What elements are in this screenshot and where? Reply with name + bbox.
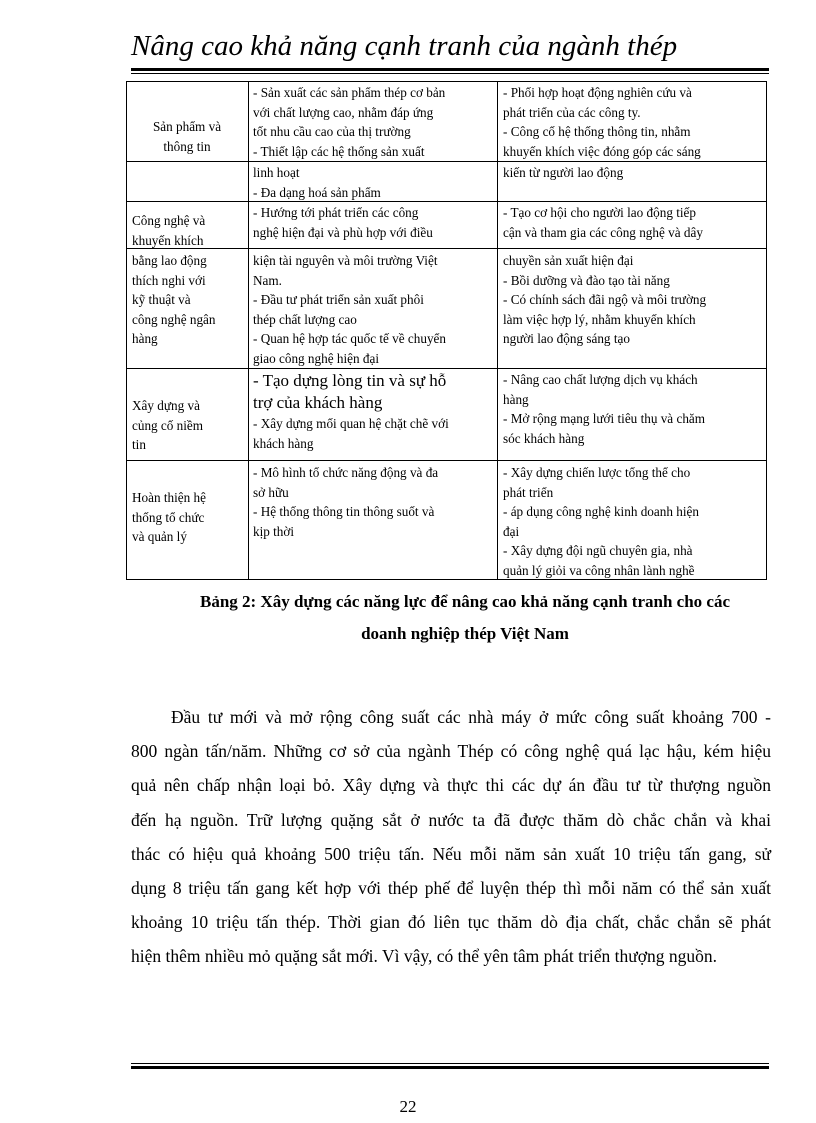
table-row-divider xyxy=(126,161,767,162)
page-header-title: Nâng cao khả năng cạnh tranh của ngành thép xyxy=(131,30,678,62)
table-cell-measures: kiện tài nguyên và môi trường Việt Nam. - Đầu tư phát triển sản xuất phôi thép chất lượng cao - Quan hệ hợp tác quốc tế về chuyển giao công nghệ hiện đại xyxy=(253,253,446,366)
table-cell-category: Sản phẩm và thông tin xyxy=(152,119,222,154)
page-number: 22 xyxy=(399,1097,417,1116)
table-border-top xyxy=(126,81,767,82)
table-cell-category: bằng lao động thích nghi với kỹ thuật và công nghệ ngân hàng xyxy=(132,253,216,346)
table-caption-line-2: doanh nghiệp thép Việt Nam xyxy=(361,624,569,643)
table-cell-measures: - Hướng tới phát triển các công nghệ hiện đại và phù hợp với điều xyxy=(253,205,433,240)
table-cell-actions: - Nâng cao chất lượng dịch vụ khách hàng - Mở rộng mạng lưới tiêu thụ và chăm sóc khách hàng xyxy=(503,372,706,446)
table-border-left xyxy=(126,81,127,580)
table-caption-line-1: Bảng 2: Xây dựng các năng lực để nâng cao khả năng cạnh tranh cho các xyxy=(200,592,730,611)
table-cell-actions: chuyền sản xuất hiện đại - Bồi dưỡng và đào tạo tài năng - Có chính sách đãi ngộ và môi trường làm việc hợp lý, nhằm khuyến khích người lao động sáng tạo xyxy=(503,253,707,346)
table-border-col1 xyxy=(248,81,249,580)
table-cell-actions: kiến từ người lao động xyxy=(503,165,624,180)
table-cell-category: Công nghệ và khuyến khích xyxy=(132,213,206,248)
table-cell-actions: - Xây dựng chiến lược tổng thể cho phát triển - áp dụng công nghệ kinh doanh hiện đại - Xây dựng đội ngũ chuyên gia, nhà quản lý giỏi va công nhân lành nghề xyxy=(503,465,699,578)
table-border-col2 xyxy=(497,81,498,580)
header-rule-thin xyxy=(131,73,769,74)
table-cell-category: Xây dựng và củng cố niềm tin xyxy=(132,398,204,452)
table-row-divider xyxy=(126,368,767,369)
footer-rule-thin xyxy=(131,1063,769,1064)
body-paragraph: Đầu tư mới và mở rộng công suất các nhà máy ở mức công suất khoảng 700 - 800 ngàn tấn/năm. Những cơ sở của ngành Thép có công nghệ quá lạc hậu, kém hiệu quả nên chấp nhận loại bỏ. Xây dựng và thực thi các dự án đầu tư từ thượng nguồn đến hạ nguồn. Trữ lượng quặng sắt ở nước ta đã được thăm dò chắc chắn và khai thác có hiệu quả khoảng 500 triệu tấn. Nếu mỗi năm sản xuất 10 triệu tấn gang, sử dụng 8 triệu tấn gang kết hợp với thép phế để luyện thép thì mỗi năm có thể sản xuất khoảng 10 triệu tấn thép. Thời gian đó liên tục thăm dò địa chất, chắc chắn sẽ phát hiện thêm nhiều mỏ quặng sắt mới. Vì vậy, có thể yên tâm phát triển thượng nguồn. xyxy=(131,707,771,967)
table-row-divider xyxy=(126,460,767,461)
table-border-bottom xyxy=(126,579,767,580)
table-cell-measures: - Mô hình tổ chức năng động và đa sở hữu - Hệ thống thông tin thông suốt và kịp thời xyxy=(253,465,439,539)
header-rule-thick xyxy=(131,68,769,71)
footer-rule-thick xyxy=(131,1066,769,1069)
table-border-right xyxy=(766,81,767,580)
table-cell-actions: - Phối hợp hoạt động nghiên cứu và phát triển của các công ty. - Công cố hệ thống thông tin, nhằm khuyến khích việc đóng góp các sáng xyxy=(503,85,701,159)
table-cell-measures: linh hoạt - Đa dạng hoá sản phẩm xyxy=(253,165,381,200)
table-cell-measures: - Sản xuất các sản phẩm thép cơ bản với chất lượng cao, nhằm đáp ứng tốt nhu cầu cao của thị trường - Thiết lập các hệ thống sản xuất xyxy=(253,85,446,159)
table-cell-actions: - Tạo cơ hội cho người lao động tiếp cận và tham gia các công nghệ và dây xyxy=(503,205,703,240)
table-cell-measures: - Tạo dựng lòng tin và sự hỗ trợ của khách hàng - Xây dựng mối quan hệ chặt chẽ với khách hàng xyxy=(253,371,449,451)
table-cell-category: Hoàn thiện hệ thống tổ chức và quản lý xyxy=(132,490,206,544)
